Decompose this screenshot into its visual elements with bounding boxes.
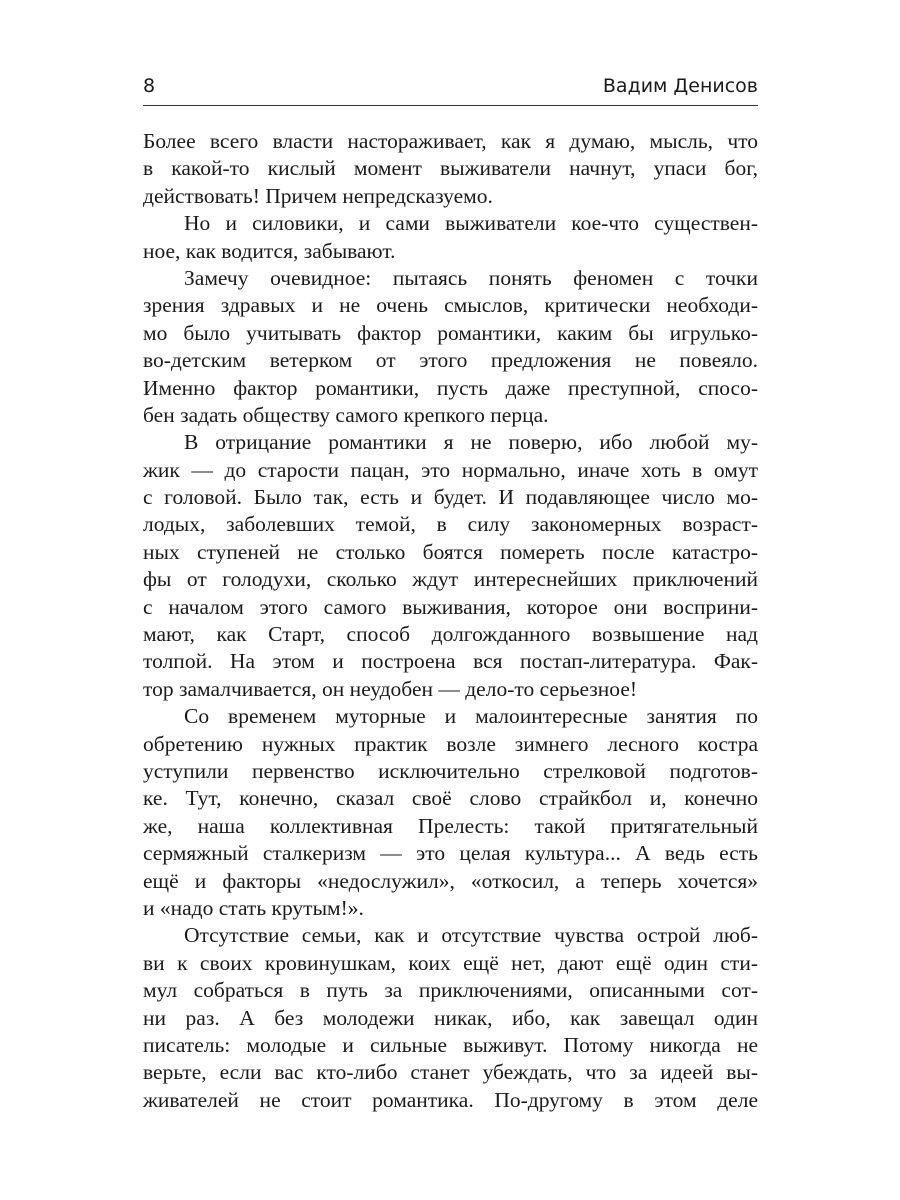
- running-head: [143, 75, 758, 103]
- paragraph-line: лодых, заболевших темой, в силу закономерных возраст-: [143, 512, 758, 537]
- paragraph-line: ное, как водится, забывают.: [143, 238, 396, 263]
- paragraph-line: Со временем муторные и малоинтересные занятия по: [184, 704, 758, 729]
- header-rule: [143, 105, 758, 106]
- paragraph-line: ви к своих кровинушкам, коих ещё нет, дают ещё один сти-: [143, 950, 758, 975]
- paragraph-line: ке. Тут, конечно, сказал своё слово страйкбол и, конечно: [143, 786, 758, 811]
- paragraph-line: живателей не стоит романтика. По-другому в этом деле: [143, 1087, 758, 1112]
- paragraph-line: сермяжный сталкеризм — это целая культура... А ведь есть: [143, 841, 758, 866]
- paragraph-line: и «надо стать крутым!».: [143, 895, 364, 920]
- paragraph-line: Более всего власти настораживает, как я думаю, мысль, что: [143, 129, 758, 153]
- paragraph-line: мают, как Старт, способ долгожданного возвышение над: [143, 622, 758, 647]
- paragraph-line: уступили первенство исключительно стрелковой подготов-: [143, 758, 758, 783]
- paragraph-line: В отрицание романтики я не поверю, ибо любой му-: [184, 430, 758, 455]
- paragraph-line: во-детским ветерком от этого предложения не повеяло.: [143, 348, 758, 373]
- paragraph-line: с началом этого самого выживания, которое они восприни-: [143, 594, 758, 619]
- paragraph-line: писатель: молодые и сильные выживут. Потому никогда не: [143, 1032, 758, 1057]
- paragraph-line: верьте, если вас кто-либо станет убеждать, что за идеей вы-: [143, 1060, 758, 1085]
- body-text: [143, 128, 758, 1114]
- paragraph: [143, 128, 758, 210]
- paragraph-line: Отсутствие семьи, как и отсутствие чувства острой люб-: [184, 923, 758, 948]
- paragraph-line: толпой. На этом и построена вся постап-литература. Фак-: [143, 649, 758, 674]
- paragraph-line: же, наша коллективная Прелесть: такой притягательный: [143, 813, 758, 838]
- paragraph-line: Именно фактор романтики, пусть даже преступной, спосо-: [143, 375, 758, 400]
- paragraph: [143, 265, 758, 429]
- paragraph-line: ещё и факторы «недослужил», «откосил, а теперь хочется»: [143, 868, 758, 893]
- paragraph: [143, 703, 758, 922]
- page-number: 8: [143, 75, 156, 97]
- paragraph-line: бен задать обществу самого крепкого перца.: [143, 402, 549, 427]
- paragraph-line: тор замалчивается, он неудобен — дело-то серьезное!: [143, 676, 638, 701]
- paragraph-line: мо было учитывать фактор романтики, каким бы игрулько-: [143, 320, 758, 345]
- paragraph-line: ных ступеней не столько боятся помереть после катастро-: [143, 539, 758, 564]
- paragraph-line: действовать! Причем непредсказуемо.: [143, 183, 493, 208]
- paragraph-line: Но и силовики, и сами выживатели кое-что существен-: [184, 211, 758, 236]
- paragraph-line: фы от голодухи, сколько ждут интереснейших приключений: [143, 567, 758, 592]
- paragraph: [143, 429, 758, 703]
- paragraph: [143, 922, 758, 1114]
- paragraph-line: ни раз. А без молодежи никак, ибо, как завещал один: [143, 1005, 758, 1030]
- paragraph: [143, 210, 758, 265]
- paragraph-line: с головой. Было так, есть и будет. И подавляющее число мо-: [143, 485, 758, 510]
- paragraph-line: мул собраться в путь за приключениями, описанными сот-: [143, 978, 758, 1003]
- running-head-author: Вадим Денисов: [602, 75, 758, 97]
- paragraph-line: в какой-то кислый момент выживатели начнут, упаси бог,: [143, 156, 758, 181]
- paragraph-line: обретению нужных практик возле зимнего лесного костра: [143, 731, 758, 756]
- paragraph-line: зрения здравых и не очень смыслов, критически необходи-: [143, 293, 758, 318]
- paragraph-line: Замечу очевидное: пытаясь понять феномен с точки: [184, 265, 758, 290]
- paragraph-line: жик — до старости пацан, это нормально, иначе хоть в омут: [143, 457, 758, 482]
